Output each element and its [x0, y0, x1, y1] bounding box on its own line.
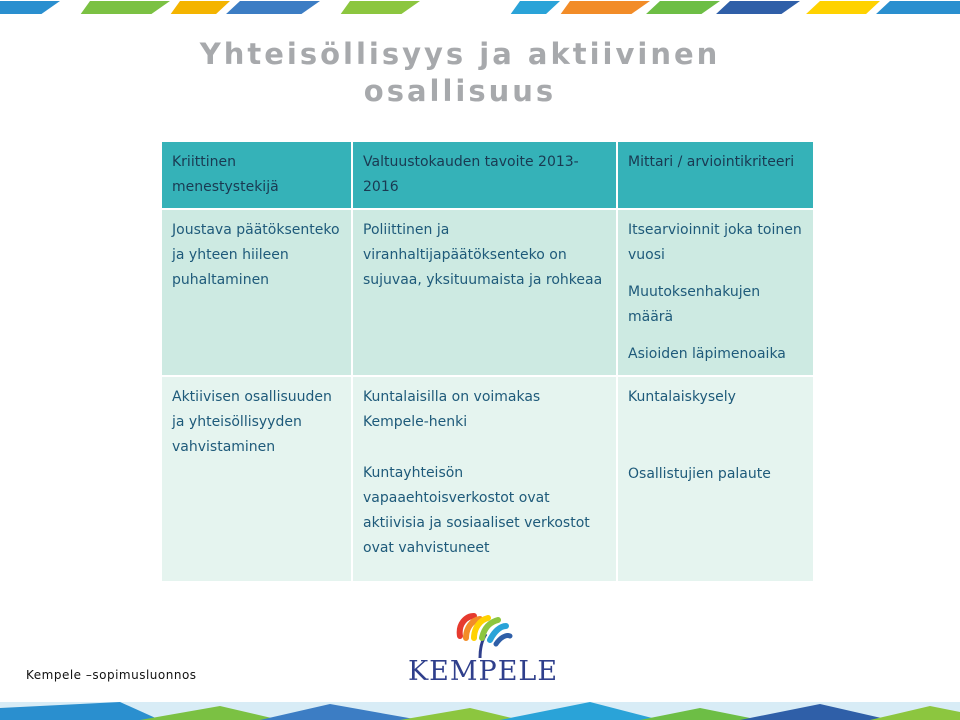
- row2-factor-text: Aktiivisen osallisuuden ja yhteisöllisyyden vahvistaminen: [172, 389, 332, 455]
- row1-metric-2: Muutoksenhakujen määrä: [628, 284, 761, 325]
- row1-metric-3: Asioiden läpimenoaika: [628, 346, 786, 362]
- header-metric: Mittari / arviointikriteeri: [617, 141, 814, 209]
- row2-metric-cell: [617, 376, 814, 582]
- row1-factor-text: Joustava päätöksenteko ja yhteen hiileen puhaltaminen: [172, 222, 340, 288]
- table-header-row: [161, 141, 814, 209]
- row2-goal-2: Kuntayhteisön vapaaehtoisverkostot ovat aktiivisia ja sosiaaliset verkostot ovat vahvistuneet: [363, 465, 590, 556]
- tree-icon: [408, 610, 558, 660]
- top-decorative-stripe: [0, 0, 960, 14]
- logo-wordmark: KEMPELE: [408, 656, 559, 687]
- page-title: Yhteisöllisyys ja aktiivinen osallisuus: [199, 37, 721, 108]
- row2-metric-2: Osallistujien palaute: [628, 466, 771, 482]
- kempele-logo: [408, 610, 558, 690]
- row1-goal-text: Poliittinen ja viranhaltijapäätöksenteko on sujuvaa, yksituumaista ja rohkeaa: [363, 222, 603, 288]
- table-row: [161, 376, 814, 582]
- footer-note: Kempele –sopimusluonnos: [26, 668, 197, 682]
- row1-goal-cell: [352, 209, 617, 376]
- row2-factor-cell: [161, 376, 352, 582]
- row1-metric-cell: [617, 209, 814, 376]
- goals-table: [160, 140, 815, 583]
- row2-goal-cell: [352, 376, 617, 582]
- row2-goal-1: Kuntalaisilla on voimakas Kempele-henki: [363, 389, 541, 430]
- header-goal: Valtuustokauden tavoite 2013-2016: [352, 141, 617, 209]
- header-critical-factor: Kriittinen menestystekijä: [161, 141, 352, 209]
- bottom-decorative-stripe: [0, 702, 960, 720]
- row1-factor-cell: [161, 209, 352, 376]
- row1-metric-1: Itsearvioinnit joka toinen vuosi: [628, 222, 802, 263]
- table-row: [161, 209, 814, 376]
- row2-metric-1: Kuntalaiskysely: [628, 389, 736, 405]
